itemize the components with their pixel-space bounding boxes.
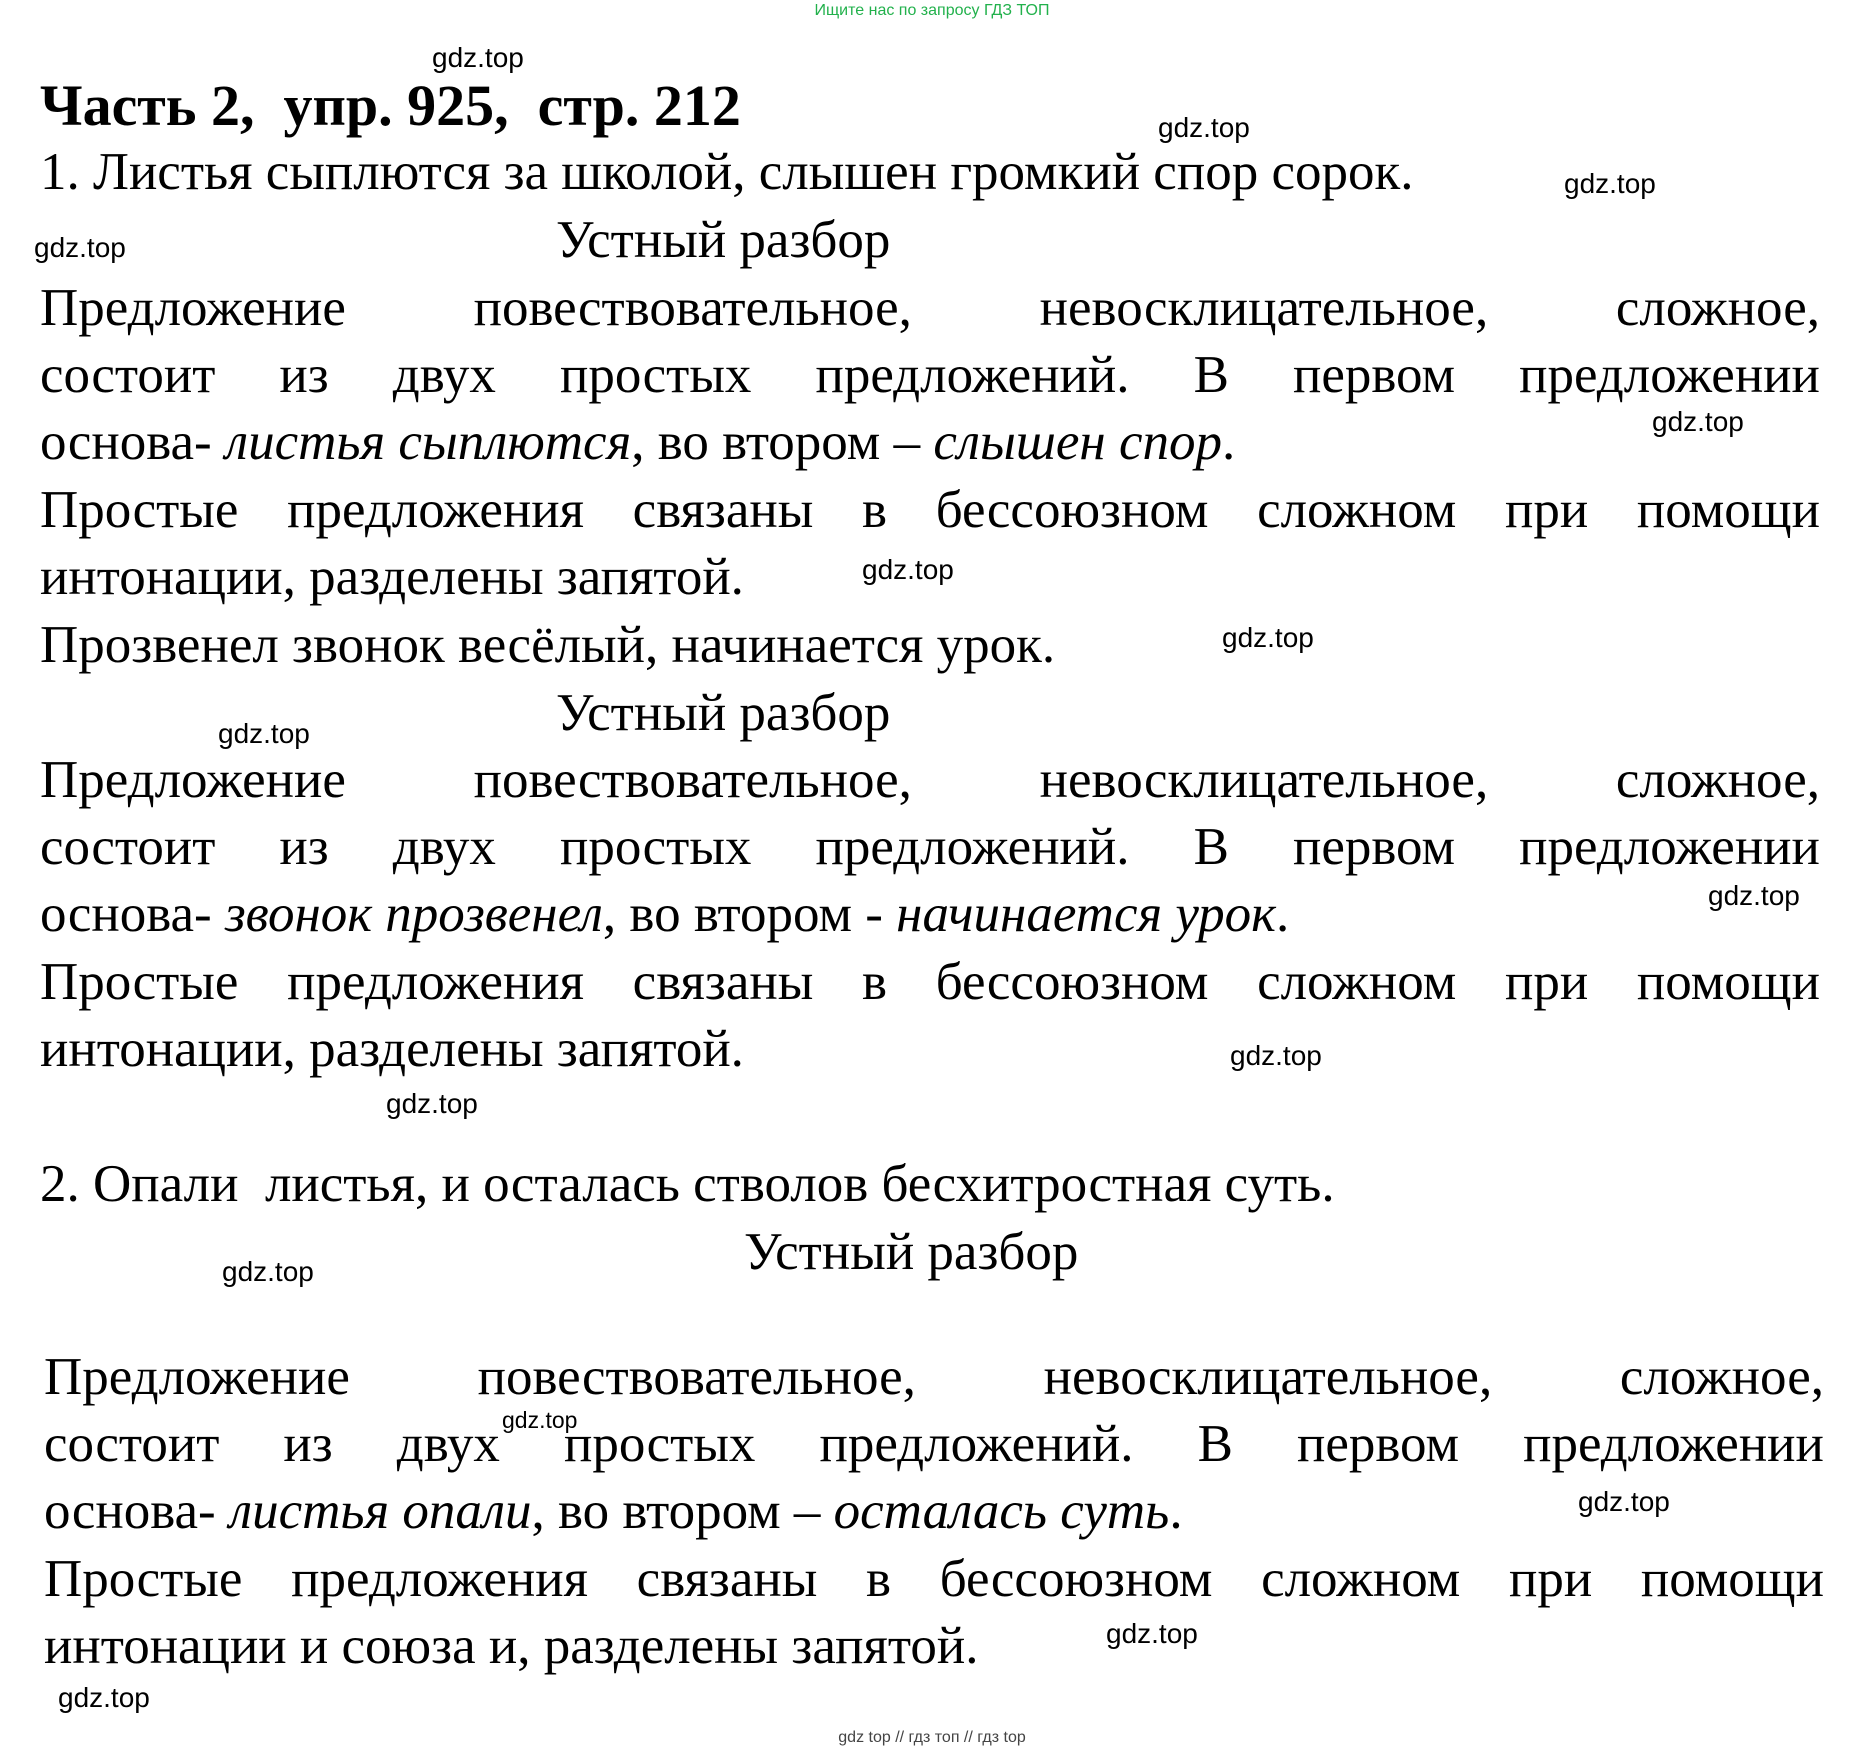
word: предложения — [287, 481, 584, 539]
grammar-basis: осталась суть — [833, 1482, 1170, 1540]
word: состоит — [40, 346, 216, 404]
watermark: gdz.top — [1158, 112, 1250, 143]
word: бессоюзном — [935, 481, 1209, 539]
watermark: gdz.top — [432, 42, 524, 73]
word: повествовательное, — [477, 1348, 916, 1406]
word: повествовательное, — [473, 751, 912, 809]
word: предложении — [1523, 1415, 1824, 1473]
word: помощи — [1640, 1550, 1824, 1608]
word: предложений. — [819, 1415, 1134, 1473]
word: сложном — [1261, 1550, 1461, 1608]
word: из — [283, 1415, 333, 1473]
watermark: gdz.top — [1578, 1486, 1670, 1517]
word: простых — [563, 1415, 756, 1473]
analysis-line — [40, 748, 1820, 812]
top-banner: Ищите нас по запросу ГДЗ ТОП — [814, 2, 1050, 19]
word: в — [862, 481, 888, 539]
word: при — [1508, 1550, 1593, 1608]
word: простых — [559, 818, 752, 876]
word: при — [1504, 481, 1589, 539]
watermark: gdz.top — [1230, 1040, 1322, 1071]
grammar-basis: звонок прозвенел — [224, 885, 603, 943]
word: сложное, — [1619, 1348, 1824, 1406]
word: из — [279, 346, 329, 404]
watermark: gdz.top — [222, 1256, 314, 1287]
watermark: gdz.top — [1564, 168, 1656, 199]
analysis-line: интонации, разделены запятой. — [40, 548, 744, 606]
watermark: gdz.top — [1708, 880, 1800, 911]
word: предложении — [1519, 346, 1820, 404]
analysis-line — [44, 1412, 1824, 1476]
word: первом — [1296, 1415, 1460, 1473]
word: невосклицательное, — [1039, 751, 1489, 809]
word: двух — [392, 818, 496, 876]
word: Простые — [40, 953, 239, 1011]
word: В — [1197, 1415, 1233, 1473]
sentence-2: 2. Опали листья, и осталась стволов бесхитростная суть. — [40, 1155, 1335, 1213]
word: сложном — [1257, 481, 1457, 539]
word: первом — [1292, 818, 1456, 876]
word: Простые — [40, 481, 239, 539]
analysis-line: основа- звонок прозвенел, во втором - начинается урок. — [40, 885, 1290, 943]
analysis-line: основа- листья опали, во втором – осталась суть. — [44, 1482, 1183, 1540]
analysis-line — [40, 343, 1820, 407]
watermark: gdz.top — [1106, 1618, 1198, 1649]
analysis-line — [40, 478, 1820, 542]
watermark: gdz.top — [502, 1407, 578, 1433]
page-title: Часть 2, упр. 925, стр. 212 — [40, 73, 741, 138]
word: предложении — [1519, 818, 1820, 876]
word: связаны — [632, 953, 814, 1011]
word: простых — [559, 346, 752, 404]
word: связаны — [636, 1550, 818, 1608]
word: сложное, — [1615, 279, 1820, 337]
word: предложений. — [815, 818, 1130, 876]
grammar-basis: слышен спор — [933, 413, 1222, 471]
bottom-banner: gdz top // гдз топ // гдз top — [838, 1729, 1026, 1746]
word: Простые — [44, 1550, 243, 1608]
sentence-1b: Прозвенел звонок весёлый, начинается урок. — [40, 616, 1056, 674]
word: невосклицательное, — [1039, 279, 1489, 337]
word: сложное, — [1615, 751, 1820, 809]
word: В — [1193, 818, 1229, 876]
grammar-basis: начинается урок — [896, 885, 1276, 943]
word: предложения — [287, 953, 584, 1011]
word: состоит — [40, 818, 216, 876]
word: двух — [396, 1415, 500, 1473]
analysis-line: интонации и союза и, разделены запятой. — [44, 1617, 979, 1675]
analysis-line — [40, 815, 1820, 879]
watermark: gdz.top — [862, 554, 954, 585]
analysis-line: основа- листья сыплются, во втором – слышен спор. — [40, 413, 1236, 471]
oral-heading: Устный разбор — [556, 684, 891, 742]
watermark: gdz.top — [58, 1682, 150, 1713]
word: бессоюзном — [935, 953, 1209, 1011]
word: Предложение — [44, 1348, 350, 1406]
word: в — [866, 1550, 892, 1608]
analysis-line — [40, 276, 1820, 340]
word: предложения — [291, 1550, 588, 1608]
word: состоит — [44, 1415, 220, 1473]
sentence-1: 1. Листья сыплются за школой, слышен громкий спор сорок. — [40, 143, 1414, 201]
word: первом — [1292, 346, 1456, 404]
analysis-line — [44, 1547, 1824, 1611]
word: сложном — [1257, 953, 1457, 1011]
watermark: gdz.top — [218, 718, 310, 749]
word: двух — [392, 346, 496, 404]
grammar-basis: листья сыплются — [224, 413, 632, 471]
word: помощи — [1636, 953, 1820, 1011]
word: повествовательное, — [473, 279, 912, 337]
word: в — [862, 953, 888, 1011]
word: бессоюзном — [939, 1550, 1213, 1608]
grammar-basis: листья опали — [228, 1482, 532, 1540]
word: Предложение — [40, 279, 346, 337]
analysis-line — [44, 1345, 1824, 1409]
word: при — [1504, 953, 1589, 1011]
analysis-line — [40, 950, 1820, 1014]
watermark: gdz.top — [34, 232, 126, 263]
analysis-line: интонации, разделены запятой. — [40, 1020, 744, 1078]
word: предложений. — [815, 346, 1130, 404]
watermark: gdz.top — [1652, 406, 1744, 437]
watermark: gdz.top — [1222, 622, 1314, 653]
oral-heading: Устный разбор — [744, 1223, 1079, 1281]
oral-heading: Устный разбор — [556, 211, 891, 269]
watermark: gdz.top — [386, 1088, 478, 1119]
word: В — [1193, 346, 1229, 404]
word: невосклицательное, — [1043, 1348, 1493, 1406]
word: помощи — [1636, 481, 1820, 539]
word: из — [279, 818, 329, 876]
word: связаны — [632, 481, 814, 539]
word: Предложение — [40, 751, 346, 809]
